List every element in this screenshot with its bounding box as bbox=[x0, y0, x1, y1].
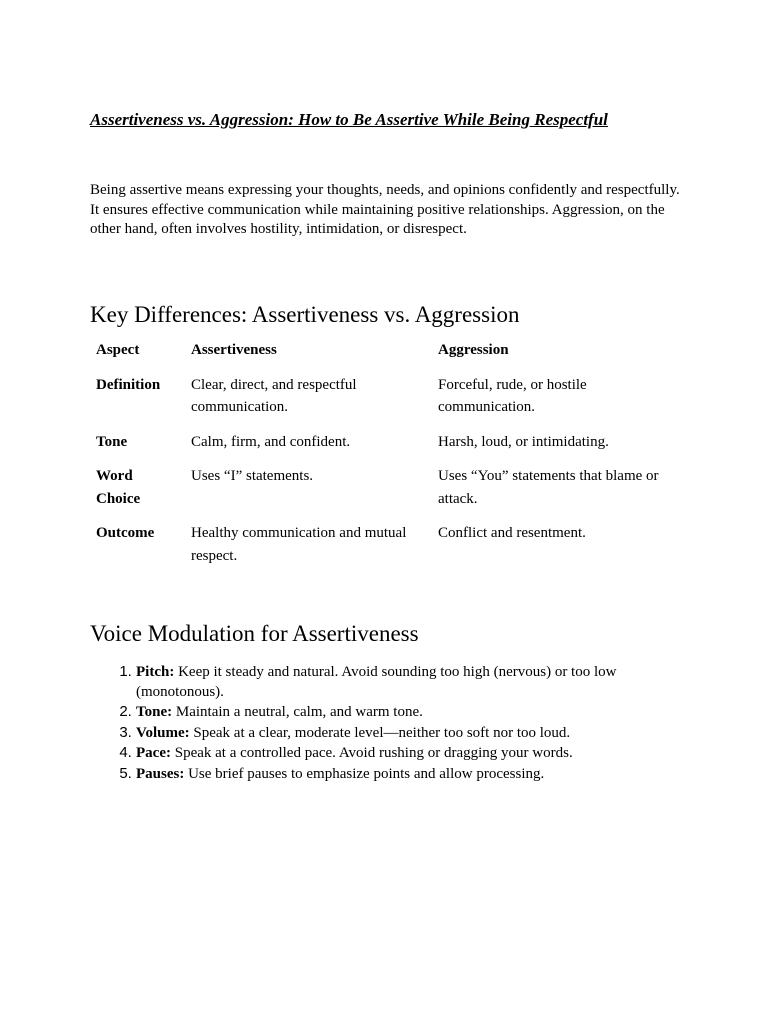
list-item bbox=[136, 662, 680, 702]
list-item bbox=[136, 743, 680, 764]
column-header: Assertiveness bbox=[191, 342, 277, 358]
voice-heading: Voice Modulation for Assertiveness bbox=[90, 621, 419, 646]
document-title: Assertiveness vs. Aggression: How to Be Assertive While Being Respectful bbox=[90, 110, 608, 129]
column-header: Aggression bbox=[438, 342, 509, 358]
list-item bbox=[136, 764, 680, 785]
assertiveness-cell: Clear, direct, and respectful communication. bbox=[191, 376, 357, 415]
column-header: Aspect bbox=[96, 342, 140, 358]
assertiveness-cell: Uses “I” statements. bbox=[191, 468, 314, 484]
row-aspect: Tone bbox=[96, 433, 128, 450]
aggression-cell: Uses “You” statements that blame or attack. bbox=[438, 468, 659, 507]
intro-paragraph: Being assertive means expressing your thoughts, needs, and opinions confidently and respectfully. It ensures effective communication while maintaining positive relationships. Aggression, on the other hand, often involves hostility, intimidation, or disrespect. bbox=[90, 182, 680, 237]
list-item bbox=[136, 702, 680, 723]
table-header-row bbox=[90, 333, 680, 368]
assertiveness-cell: Calm, firm, and confident. bbox=[191, 433, 351, 450]
aggression-cell: Harsh, loud, or intimidating. bbox=[438, 433, 609, 450]
row-aspect: Word Choice bbox=[96, 468, 141, 507]
tip-text: Keep it steady and natural. Avoid sounding too high (nervous) or too low (monotonous). bbox=[136, 664, 617, 700]
differences-heading: Key Differences: Assertiveness vs. Aggression bbox=[90, 302, 520, 327]
row-aspect: Definition bbox=[96, 376, 161, 393]
row-aspect: Outcome bbox=[96, 525, 155, 541]
tip-text: Speak at a clear, moderate level—neither too soft nor too loud. bbox=[189, 724, 571, 741]
tip-text: Speak at a controlled pace. Avoid rushing or dragging your words. bbox=[170, 745, 573, 761]
comparison-table bbox=[90, 333, 680, 573]
table-row bbox=[90, 516, 680, 573]
tip-text: Use brief pauses to emphasize points and allow processing. bbox=[184, 765, 545, 782]
tip-term: Pace: bbox=[136, 745, 171, 761]
aggression-cell: Forceful, rude, or hostile communication. bbox=[438, 376, 587, 415]
tip-term: Pauses: bbox=[136, 765, 185, 782]
assertiveness-cell: Healthy communication and mutual respect. bbox=[191, 525, 407, 564]
voice-tips-list bbox=[90, 662, 680, 784]
tip-term: Pitch: bbox=[136, 664, 175, 680]
list-item bbox=[136, 723, 680, 744]
tip-text: Maintain a neutral, calm, and warm tone. bbox=[172, 704, 423, 720]
tip-term: Volume: bbox=[136, 724, 190, 741]
table-row bbox=[90, 368, 680, 425]
tip-term: Tone: bbox=[136, 704, 173, 720]
table-row bbox=[90, 425, 680, 460]
table-row bbox=[90, 459, 680, 516]
aggression-cell: Conflict and resentment. bbox=[438, 525, 586, 541]
